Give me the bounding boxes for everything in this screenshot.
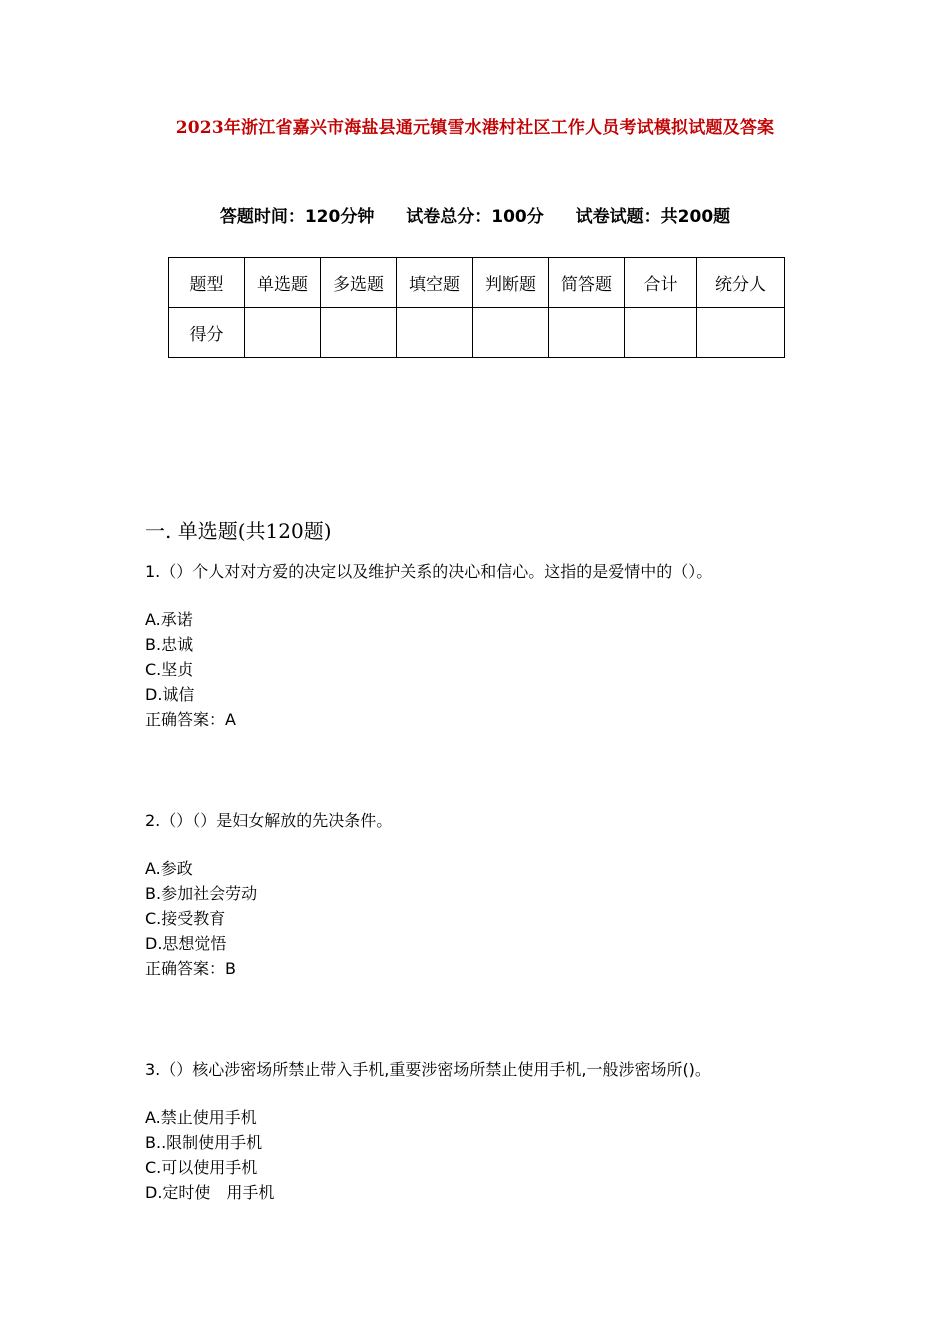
option-c: C.可以使用手机	[145, 1158, 258, 1177]
option-d: D.定时使 用手机	[145, 1183, 275, 1202]
question-stem: 2.（）（）是妇女解放的先决条件。	[145, 811, 393, 830]
option-b: B.参加社会劳动	[145, 884, 258, 903]
section-title: 一. 单选题(共120题)	[145, 519, 332, 543]
option-b: B..限制使用手机	[145, 1133, 263, 1152]
exam-info	[0, 202, 950, 227]
option-a: A.禁止使用手机	[145, 1108, 257, 1127]
score-cell-true-false[interactable]	[473, 308, 549, 358]
header-cell-fill-blank: 填空题	[397, 258, 473, 308]
header-cell-total: 合计	[625, 258, 697, 308]
score-cell-fill-blank[interactable]	[397, 308, 473, 358]
document-title: 2023年浙江省嘉兴市海盐县通元镇雪水港村社区工作人员考试模拟试题及答案	[175, 118, 775, 138]
question-stem: 3.（）核心涉密场所禁止带入手机,重要涉密场所禁止使用手机,一般涉密场所()。	[145, 1060, 711, 1079]
option-d: D.思想觉悟	[145, 934, 227, 953]
option-a: A.参政	[145, 859, 193, 878]
question-stem: 1.（）个人对对方爱的决定以及维护关系的决心和信心。这指的是爱情中的（）。	[145, 562, 713, 581]
exam-question-count: 试卷试题：共200题	[575, 207, 731, 227]
header-cell-multiple-choice: 多选题	[321, 258, 397, 308]
exam-total-score: 试卷总分：100分	[406, 207, 544, 227]
score-table-header-row	[169, 258, 785, 308]
question-item	[145, 808, 392, 981]
correct-answer: 正确答案：A	[145, 710, 236, 729]
exam-time: 答题时间：120分钟	[219, 207, 375, 227]
score-cell-short-answer[interactable]	[549, 308, 625, 358]
score-table	[168, 257, 785, 358]
option-d: D.诚信	[145, 685, 195, 704]
option-c: C.接受教育	[145, 909, 226, 928]
header-cell-true-false: 判断题	[473, 258, 549, 308]
score-row-label: 得分	[169, 308, 245, 358]
option-c: C.坚贞	[145, 660, 194, 679]
header-cell-type: 题型	[169, 258, 245, 308]
header-cell-scorer: 统分人	[697, 258, 785, 308]
question-item	[145, 559, 712, 732]
score-cell-scorer[interactable]	[697, 308, 785, 358]
score-table-score-row	[169, 308, 785, 358]
score-cell-multiple-choice[interactable]	[321, 308, 397, 358]
score-cell-total[interactable]	[625, 308, 697, 358]
score-cell-single-choice[interactable]	[245, 308, 321, 358]
option-b: B.忠诚	[145, 635, 194, 654]
option-a: A.承诺	[145, 610, 193, 629]
header-cell-single-choice: 单选题	[245, 258, 321, 308]
correct-answer: 正确答案：B	[145, 959, 236, 978]
question-item	[145, 1057, 711, 1205]
header-cell-short-answer: 简答题	[549, 258, 625, 308]
